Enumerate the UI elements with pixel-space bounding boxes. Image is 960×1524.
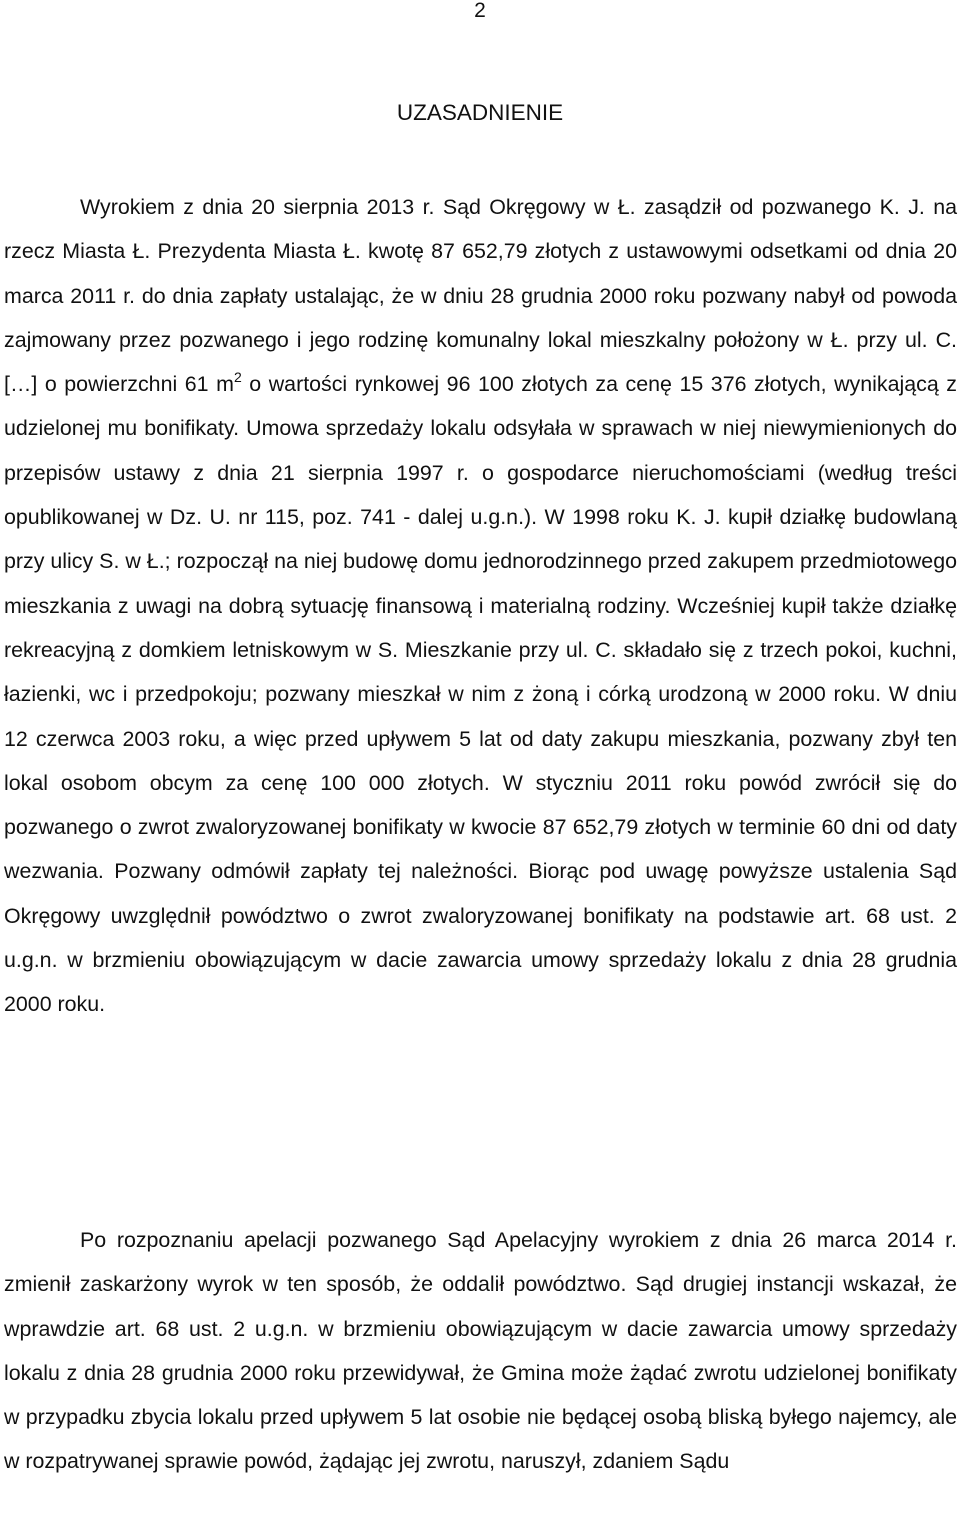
paragraph-2: Po rozpoznaniu apelacji pozwanego Sąd Apelacyjny wyrokiem z dnia 26 marca 2014 r. zmienił zaskarżony wyrok w ten sposób, że oddalił powództwo. Sąd drugiej instancji wskazał, że wprawdzie art. 68 ust. 2 u.g.n. w brzmieniu obowiązującym w dacie zawarcia umowy sprzedaży lokalu z dnia 28 grudnia 2000 roku przewidywał, że Gmina może żądać zwrotu udzielonej bonifikaty w przypadku zbycia lokalu przed upływem 5 lat osobie nie będącej osobą bliską byłego najemcy, ale w rozpatrywanej sprawie powód, żądając jej zwrotu, naruszył, zdaniem Sądu [4, 1228, 957, 1474]
paragraph-1 [4, 185, 957, 1027]
document-title: UZASADNIENIE [396, 100, 564, 125]
page-number: 2 [474, 0, 486, 22]
paragraph-1-text-a: Wyrokiem z dnia 20 sierpnia 2013 r. Sąd Okręgowy w Ł. zasądził od pozwanego K. J. na rzecz Miasta Ł. Prezydenta Miasta Ł. kwotę 87 652,79 złotych z ustawowymi odsetkami od dnia 20 marca 2011 r. do dnia zapłaty ustalając, że w dniu 28 grudnia 2000 roku pozwany nabył od powoda zajmowany przez pozwanego i jego rodzinę komunalny lokal mieszkalny położony w Ł. przy ul. C. […] o powierzchni 61 m [4, 195, 957, 397]
paragraph-1-text-b: o wartości rynkowej 96 100 złotych za cenę 15 376 złotych, wynikającą z udzielonej mu bonifikaty. Umowa sprzedaży lokalu odsyłała w sprawach w niej niewymienionych do przepisów ustawy z dnia 21 sierpnia 1997 r. o gospodarce nieruchomościami (według treści opublikowanej w Dz. U. nr 115, poz. 741 - dalej u.g.n.). W 1998 roku K. J. kupił działkę budowlaną przy ulicy S. w Ł.; rozpoczął na niej budowę domu jednorodzinnego przed zakupem przedmiotowego mieszkania z uwagi na dobrą sytuację finansową i materialną rodziny. Wcześniej kupił także działkę rekreacyjną z domkiem letniskowym w S. Mieszkanie przy ul. C. składało się z trzech pokoi, kuchni, łazienki, wc i przedpokoju; pozwany mieszkał w nim z żoną i córką urodzoną w 2000 roku. W dniu 12 czerwca 2003 roku, a więc przed upływem 5 lat od daty zakupu mieszkania, pozwany zbył ten lokal osobom obcym za cenę 100 000 złotych. W styczniu 2011 roku powód zwrócił się do pozwanego o zwrot zwaloryzowanej bonifikaty w kwocie 87 652,79 złotych w terminie 60 dni od daty wezwania. Pozwany odmówił zapłaty tej należności. Biorąc pod uwagę powyższe ustalenia Sąd Okręgowy uwzględnił powództwo o zwrot zwaloryzowanej bonifikaty na podstawie art. 68 ust. 2 u.g.n. w brzmieniu obowiązującym w dacie zawarcia umowy sprzedaży lokalu z dnia 28 grudnia 2000 roku. [4, 372, 957, 1017]
superscript-2: 2 [233, 369, 242, 386]
